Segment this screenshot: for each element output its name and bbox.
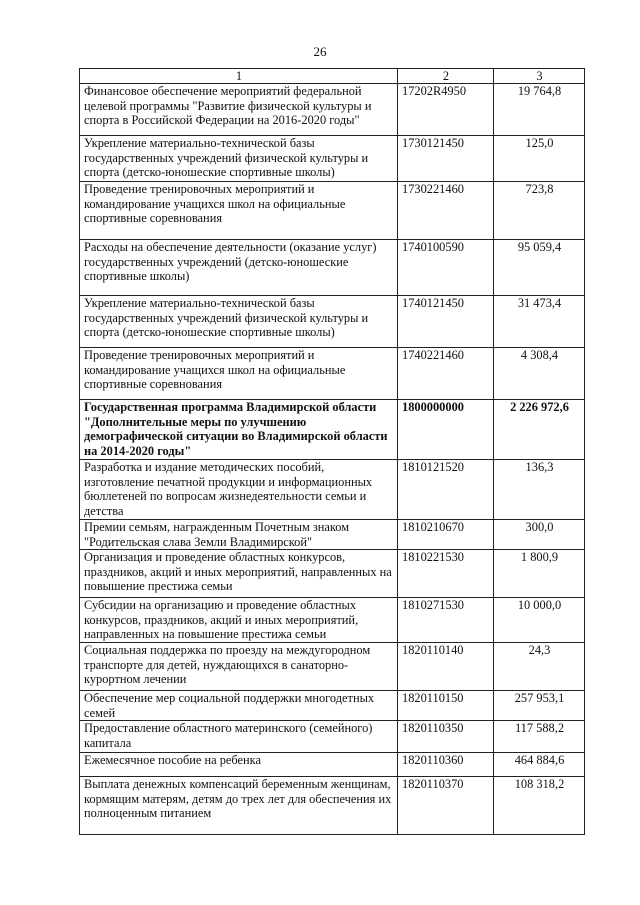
table-row (80, 84, 585, 136)
row-amount-cell: 19 764,8 (494, 84, 585, 136)
row-amount-cell: 136,3 (494, 460, 585, 520)
row-amount-cell: 4 308,4 (494, 348, 585, 400)
row-code-cell: 1810221530 (398, 550, 494, 598)
table-row (80, 753, 585, 777)
row-code-cell: 1730121450 (398, 136, 494, 182)
page-number: 26 (313, 44, 327, 59)
row-code-cell: 1810121520 (398, 460, 494, 520)
table-row (80, 690, 585, 720)
row-code-cell: 1820110140 (398, 642, 494, 690)
row-amount-cell: 1 800,9 (494, 550, 585, 598)
header-cell-code: 2 (398, 69, 494, 84)
row-name-cell: Укрепление материально-технической базы государственных учреждений физической культуры и спорта (детско-юношеские спортивные школы) (80, 296, 398, 348)
row-code-cell: 1800000000 (398, 400, 494, 460)
table-row (80, 182, 585, 240)
row-amount-cell: 95 059,4 (494, 240, 585, 296)
table-row (80, 598, 585, 643)
row-name-cell: Социальная поддержка по проезду на междугородном транспорте для детей, нуждающихся в санаторно-курортном лечении (80, 642, 398, 690)
row-code-cell: 1820110360 (398, 753, 494, 777)
row-amount-cell: 257 953,1 (494, 690, 585, 720)
row-code-cell: 1820110150 (398, 690, 494, 720)
row-name-cell: Финансовое обеспечение мероприятий федеральной целевой программы "Развитие физической культуры и спорта в Российской Федерации на 2016-2020 годы" (80, 84, 398, 136)
row-amount-cell: 464 884,6 (494, 753, 585, 777)
header-cell-name: 1 (80, 69, 398, 84)
row-amount-cell: 125,0 (494, 136, 585, 182)
budget-table (79, 68, 585, 835)
row-name-cell: Расходы на обеспечение деятельности (оказание услуг) государственных учреждений (детско-юношеские спортивные школы) (80, 240, 398, 296)
row-name-cell: Предоставление областного материнского (семейного) капитала (80, 721, 398, 753)
row-name-cell: Выплата денежных компенсаций беременным женщинам, кормящим матерям, детям до трех лет для обеспечения их полноценным питанием (80, 777, 398, 835)
header-row (80, 69, 585, 84)
row-name-cell: Проведение тренировочных мероприятий и командирование учащихся школ на официальные спортивные соревнования (80, 348, 398, 400)
row-amount-cell: 24,3 (494, 642, 585, 690)
row-name-cell: Проведение тренировочных мероприятий и командирование учащихся школ на официальные спортивные соревнования (80, 182, 398, 240)
row-code-cell: 1740121450 (398, 296, 494, 348)
row-name-cell: Укрепление материально-технической базы государственных учреждений физической культуры и спорта (детско-юношеские спортивные школы) (80, 136, 398, 182)
table-body (80, 84, 585, 835)
table-row (80, 642, 585, 690)
row-code-cell: 1740221460 (398, 348, 494, 400)
row-amount-cell: 723,8 (494, 182, 585, 240)
row-amount-cell: 31 473,4 (494, 296, 585, 348)
row-name-cell: Премии семьям, награжденным Почетным знаком "Родительская слава Земли Владимирской" (80, 520, 398, 550)
row-name-cell: Ежемесячное пособие на ребенка (80, 753, 398, 777)
row-code-cell: 1730221460 (398, 182, 494, 240)
row-name-cell: Обеспечение мер социальной поддержки многодетных семей (80, 690, 398, 720)
table-row (80, 400, 585, 460)
row-code-cell: 1810210670 (398, 520, 494, 550)
table-row (80, 296, 585, 348)
row-code-cell: 1820110370 (398, 777, 494, 835)
row-name-cell: Разработка и издание методических пособий, изготовление печатной продукции и информационных бюллетеней по вопросам жизнедеятельности семьи и детства (80, 460, 398, 520)
table-row (80, 136, 585, 182)
row-code-cell: 1820110350 (398, 721, 494, 753)
row-name-cell: Организация и проведение областных конкурсов, праздников, акций и иных мероприятий, направленных на повышение престижа семьи (80, 550, 398, 598)
table-row (80, 777, 585, 835)
row-code-cell: 1810271530 (398, 598, 494, 643)
row-code-cell: 17202R4950 (398, 84, 494, 136)
row-name-cell: Государственная программа Владимирской области "Дополнительные меры по улучшению демографической ситуации во Владимирской области на 2014-2020 годы" (80, 400, 398, 460)
row-amount-cell: 2 226 972,6 (494, 400, 585, 460)
table-row (80, 520, 585, 550)
row-amount-cell: 300,0 (494, 520, 585, 550)
row-amount-cell: 108 318,2 (494, 777, 585, 835)
header-cell-amount: 3 (494, 69, 585, 84)
table-row (80, 348, 585, 400)
row-amount-cell: 117 588,2 (494, 721, 585, 753)
row-code-cell: 1740100590 (398, 240, 494, 296)
table-row (80, 460, 585, 520)
table-row (80, 721, 585, 753)
table-row (80, 550, 585, 598)
table-row (80, 240, 585, 296)
row-amount-cell: 10 000,0 (494, 598, 585, 643)
row-name-cell: Субсидии на организацию и проведение областных конкурсов, праздников, акций и иных мероприятий, направленных на повышение престижа семьи (80, 598, 398, 643)
